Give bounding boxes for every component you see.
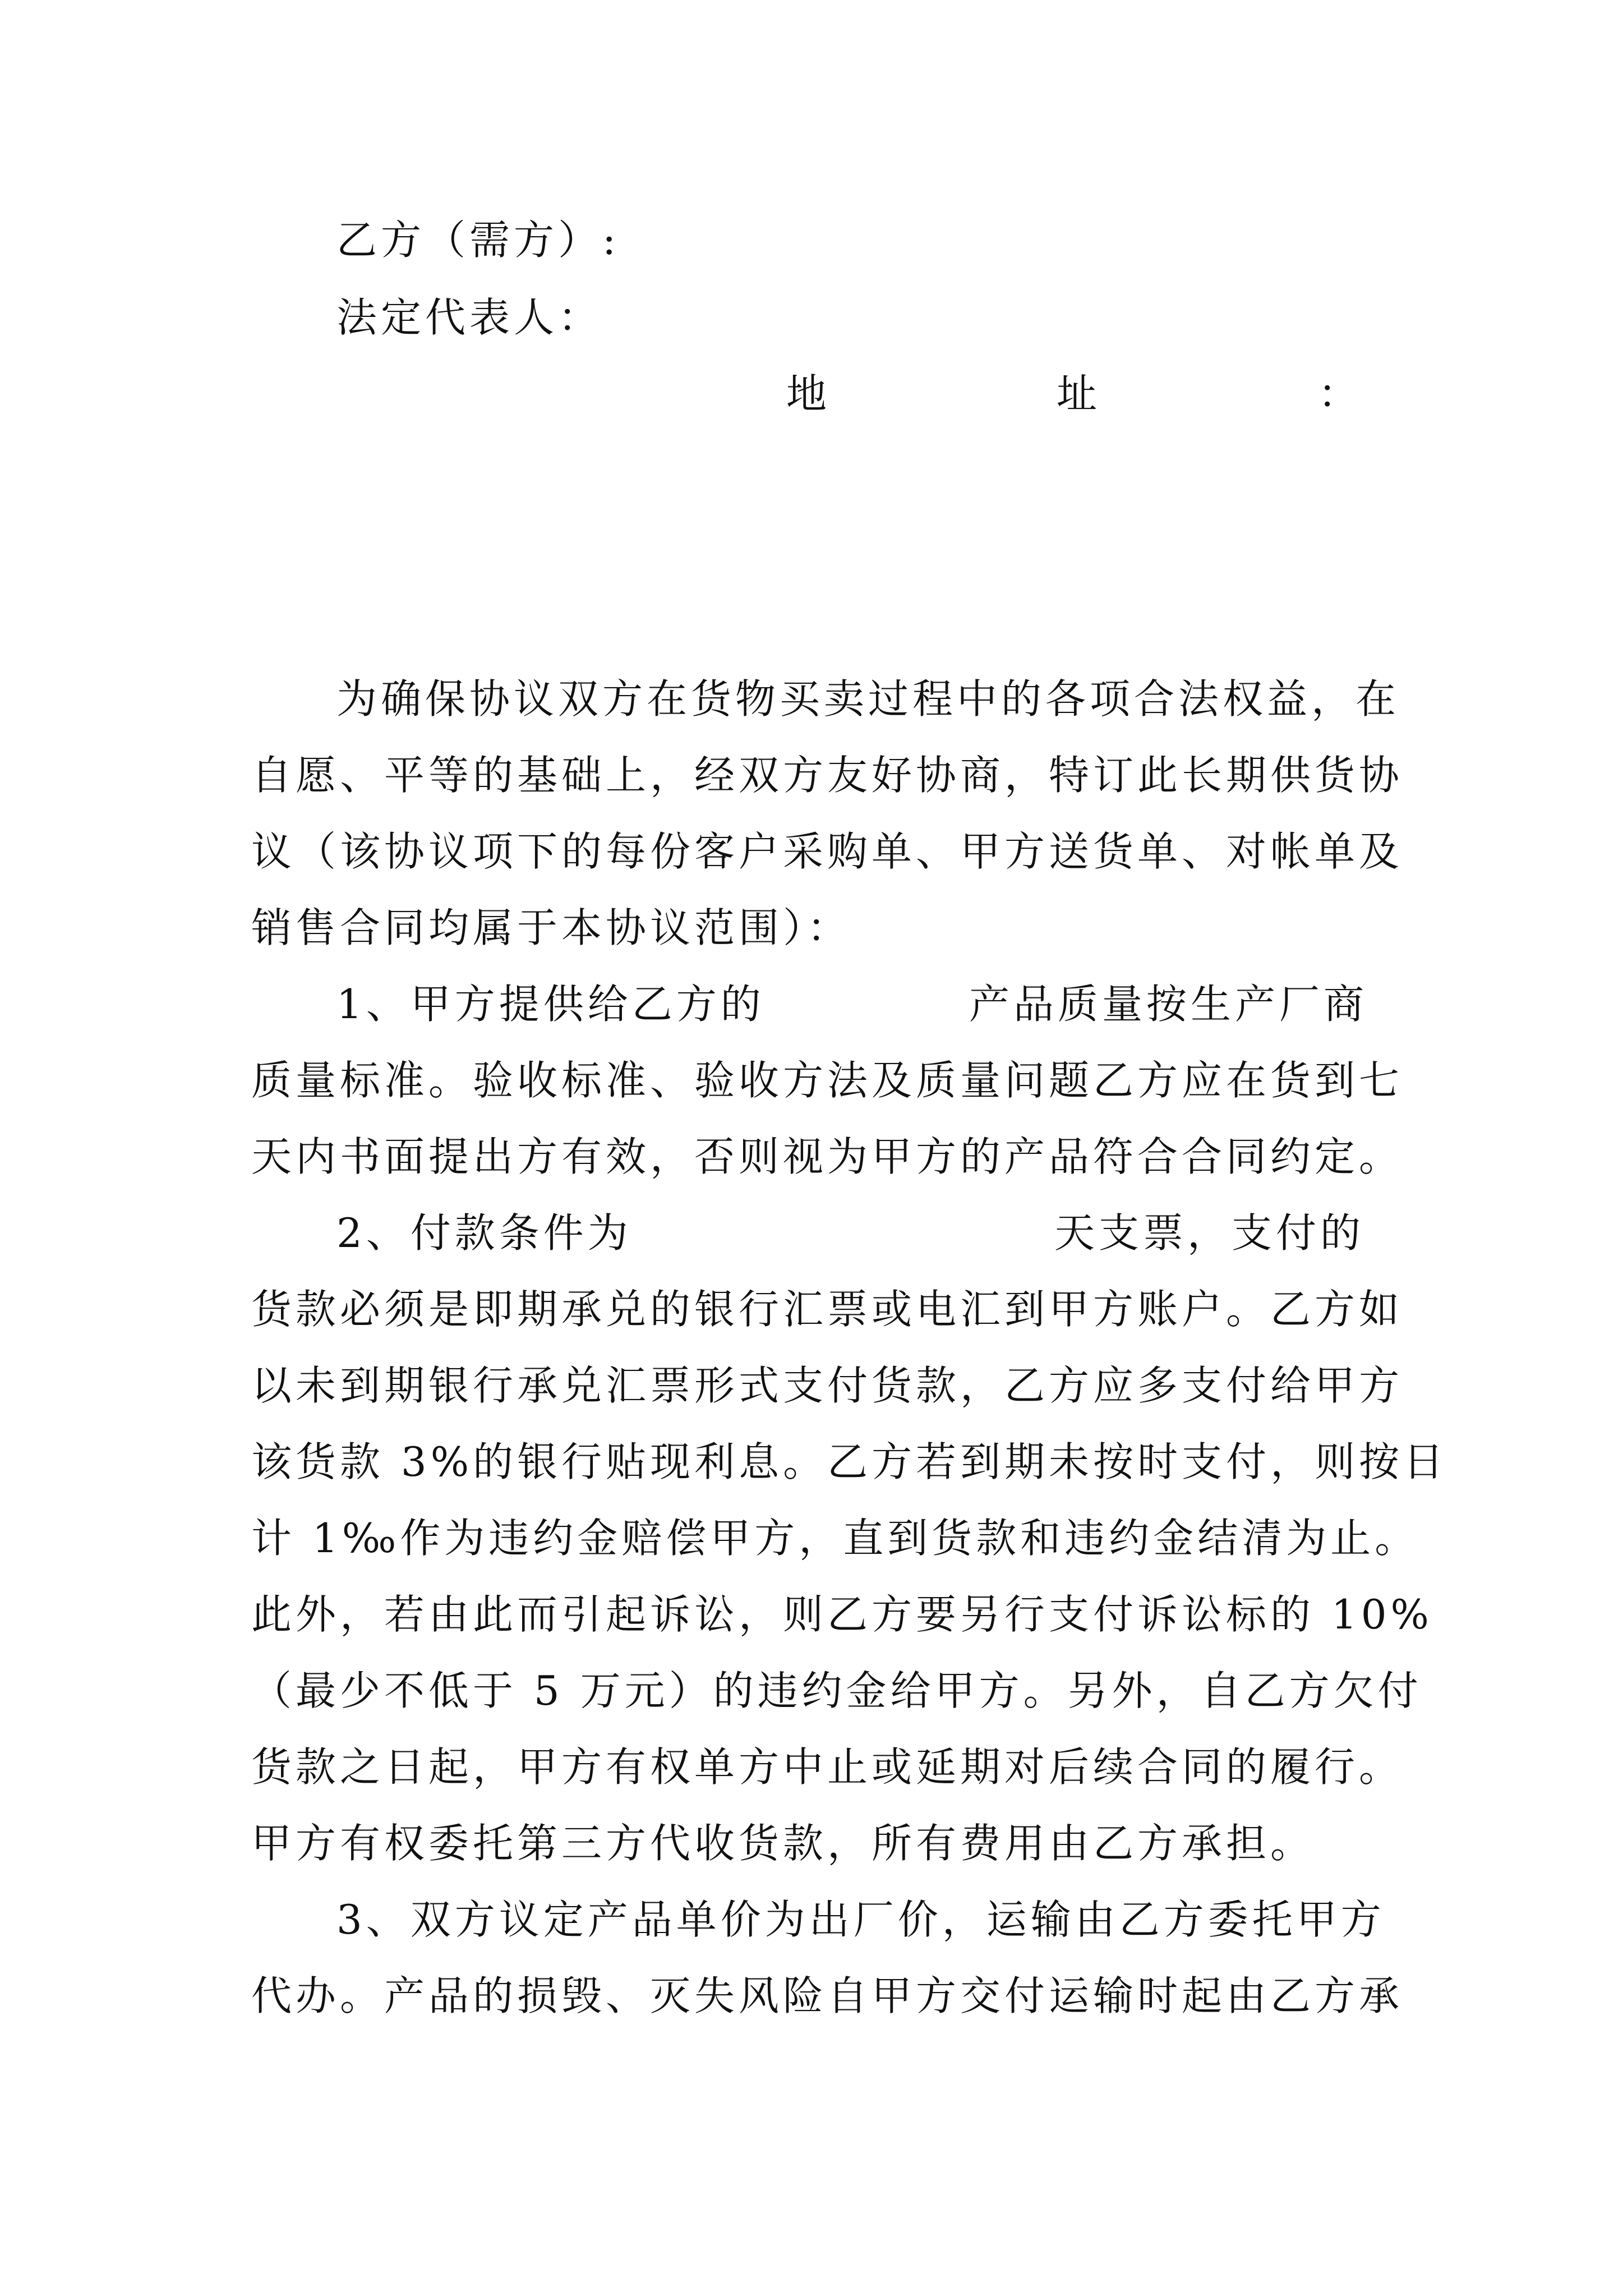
clause-2-line-8: 货款之日起，甲方有权单方中止或延期对后续合同的履行。 <box>251 1743 1404 1791</box>
clause-1-line-3: 天内书面提出方有效，否则视为甲方的产品符合合同约定。 <box>251 1133 1404 1180</box>
clause-2-line-3: 以未到期银行承兑汇票形式支付货款，乙方应多支付给甲方 <box>251 1362 1404 1409</box>
preamble-line-4: 销售合同均属于本协议范围）： <box>251 904 852 951</box>
clause-1-first-right: 产品质量按生产厂商 <box>969 981 1368 1028</box>
preamble-line-3: 议（该协议项下的每份客户采购单、甲方送货单、对帐单及 <box>251 828 1404 875</box>
clause-2-first-right: 天支票，支付的 <box>1054 1209 1365 1257</box>
party-b-label: 乙方（需方）: <box>336 217 620 264</box>
clause-3-line-1: 3、双方议定产品单价为出厂价，运输由乙方委托甲方 <box>336 1896 1385 1943</box>
clause-2-line-2: 货款必须是即期承兑的银行汇票或电汇到甲方账户。乙方如 <box>251 1286 1404 1333</box>
address-label-char-1: 地 <box>786 370 827 417</box>
clause-2-line-9: 甲方有权委托第三方代收货款，所有费用由乙方承担。 <box>251 1820 1315 1867</box>
clause-2-line-7: （最少不低于 5 万元）的违约金给甲方。另外，自乙方欠付 <box>251 1667 1422 1714</box>
preamble-line-1: 为确保协议双方在货物买卖过程中的各项合法权益，在 <box>336 675 1400 723</box>
clause-1-first-left: 1、甲方提供给乙方的 <box>336 981 765 1028</box>
clause-2-line-4: 该货款 3%的银行贴现利息。乙方若到期未按时支付，则按日 <box>251 1438 1448 1485</box>
address-label-char-2: 址 <box>1057 370 1098 417</box>
clause-1-line-2: 质量标准。验收标准、验收方法及质量问题乙方应在货到七 <box>251 1057 1404 1104</box>
legal-representative-label: 法定代表人： <box>336 294 603 341</box>
clause-3-line-2: 代办。产品的损毁、灭失风险自甲方交付运输时起由乙方承 <box>251 1972 1404 2019</box>
clause-2-line-6: 此外，若由此而引起诉讼，则乙方要另行支付诉讼标的 10% <box>251 1591 1433 1638</box>
address-label-colon: ： <box>1318 370 1359 417</box>
clause-2-first-left: 2、付款条件为 <box>336 1209 632 1257</box>
clause-2-line-5: 计 1‰作为违约金赔偿甲方，直到货款和违约金结清为止。 <box>251 1515 1419 1562</box>
preamble-line-2: 自愿、平等的基础上，经双方友好协商，特订此长期供货协 <box>251 752 1404 799</box>
